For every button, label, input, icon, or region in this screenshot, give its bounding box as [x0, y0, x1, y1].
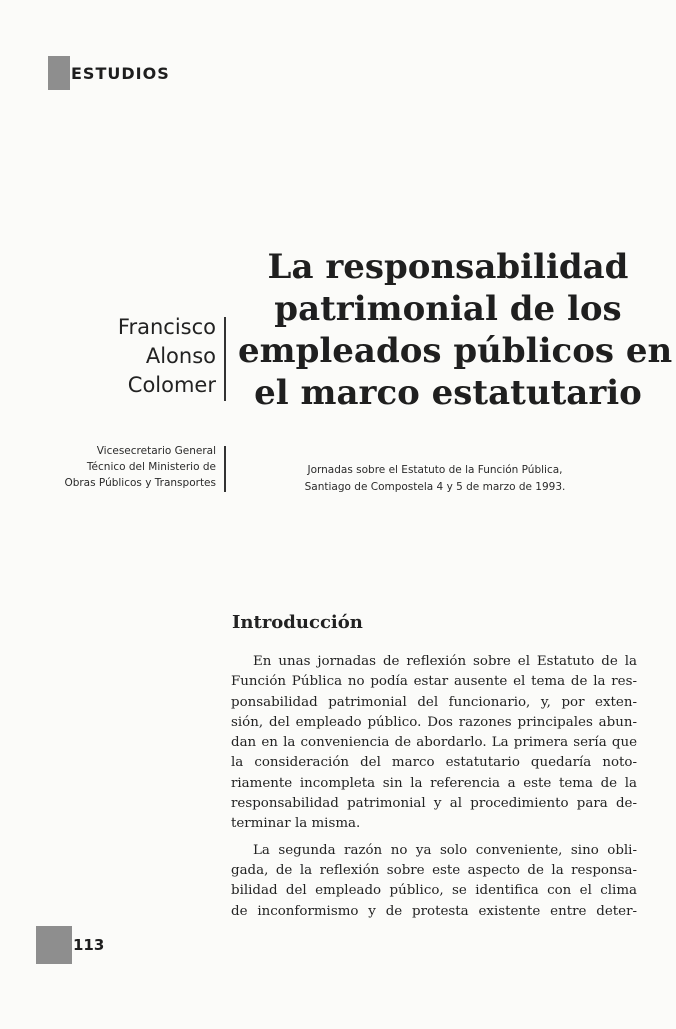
- text-line: bilidad del empleado público, se identifica con el clima: [231, 883, 637, 899]
- paragraph: [231, 841, 637, 922]
- author-affiliation: [6, 443, 216, 491]
- author-name-line: Alonso: [145, 344, 216, 368]
- page-number-block: [36, 926, 72, 964]
- text-line: responsabilidad patrimonial y al procedimiento para de-: [231, 796, 637, 812]
- affiliation-line: Vicesecretario General: [96, 445, 216, 457]
- author-name: [16, 313, 216, 400]
- affiliation-line: Técnico del Ministerio de: [86, 461, 216, 473]
- text-line: gada, de la reflexión sobre este aspecto de la responsa-: [231, 862, 637, 878]
- paragraph: [231, 652, 637, 835]
- event-line: Santiago de Compostela 4 y 5 de marzo de 1993.: [304, 481, 566, 493]
- article-title: [238, 246, 673, 414]
- affiliation-line: Obras Públicos y Transportes: [64, 477, 216, 489]
- author-divider: [224, 317, 226, 401]
- text-line: Función Pública no podía estar ausente el tema de la res-: [231, 674, 637, 690]
- article-body: [231, 652, 637, 928]
- text-line: la consideración del marco estatutario quedaría noto-: [231, 755, 637, 771]
- title-line: empleados públicos en: [238, 331, 673, 371]
- section-label: ESTUDIOS: [71, 64, 170, 83]
- event-note: [250, 462, 620, 496]
- author-name-line: Colomer: [127, 373, 216, 397]
- title-line: el marco estatutario: [254, 373, 642, 413]
- text-line: riamente incompleta sin la referencia a este tema de la: [231, 775, 637, 791]
- section-heading: Introducción: [232, 612, 363, 633]
- text-line: terminar la misma.: [231, 816, 361, 832]
- text-line: de inconformismo y de protesta existente entre deter-: [231, 903, 637, 919]
- title-line: La responsabilidad: [267, 247, 629, 287]
- event-line: Jornadas sobre el Estatuto de la Función Pública,: [307, 464, 563, 476]
- text-line: La segunda razón no ya solo conveniente, sino obli-: [253, 842, 637, 858]
- page-number: 113: [73, 936, 105, 954]
- section-marker-block: [48, 56, 70, 90]
- title-line: patrimonial de los: [274, 289, 622, 329]
- text-line: dan en la conveniencia de abordarlo. La primera sería que: [231, 735, 637, 751]
- text-line: sión, del empleado público. Dos razones principales abun-: [231, 714, 637, 730]
- author-name-line: Francisco: [117, 315, 216, 339]
- text-line: ponsabilidad patrimonial del funcionario, y, por exten-: [231, 694, 637, 710]
- text-line: En unas jornadas de reflexión sobre el Estatuto de la: [253, 654, 637, 669]
- affiliation-divider: [224, 446, 226, 492]
